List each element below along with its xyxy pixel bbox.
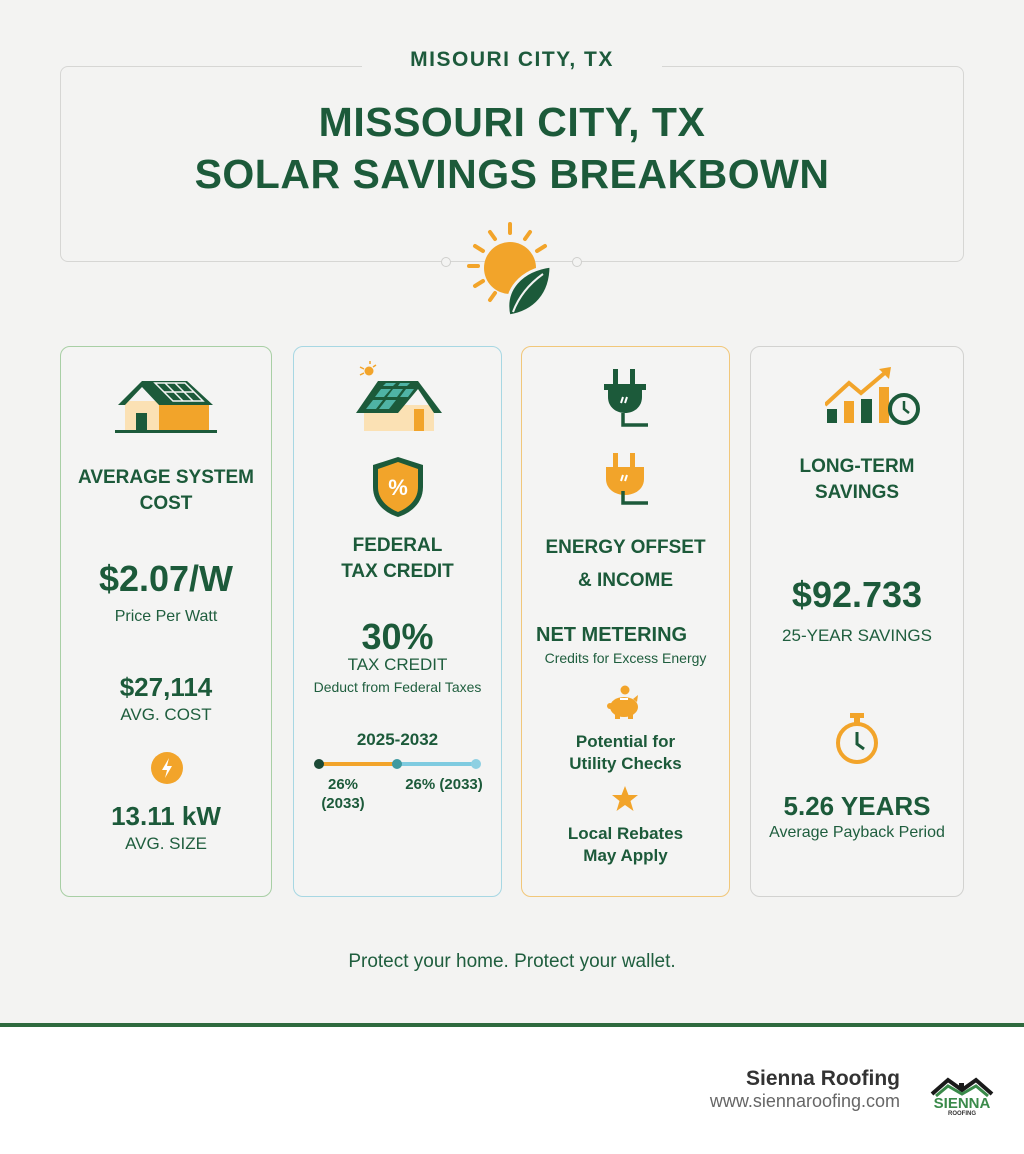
brand-name: Sienna Roofing [746,1067,900,1090]
tax-credit-subtext: Deduct from Federal Taxes [313,679,482,695]
tax-credit-timeline [314,759,479,769]
timeline-left-line-1: 26% [327,776,359,793]
timeline-dot-end [471,759,481,769]
timeline-label-left [308,775,378,813]
plug-orange-icon [604,453,650,509]
heading-line-2: & INCOME [578,570,673,591]
header-connector-dot-left [441,257,451,267]
heading-line-1: ENERGY OFFSET [545,537,706,558]
price-per-watt-value: $2.07/W [98,558,234,599]
net-metering-subtext: Credits for Excess Energy [544,650,707,666]
timeline-left-line-2: (2033) [321,795,365,812]
net-metering-heading: NET METERING [536,624,688,646]
sienna-roofing-logo [926,1072,998,1116]
percent-shield-icon [371,455,425,519]
tax-credit-value: 30% [361,616,434,657]
page-title [0,96,1024,200]
growth-chart-clock-icon [825,365,921,427]
timeline-title: 2025-2032 [356,730,439,749]
card-heading [61,465,271,517]
timeline-label-right: 26% (2033) [405,776,483,793]
card-heading [522,531,729,597]
utility-line-2: Utility Checks [569,754,682,773]
brand-url-link[interactable]: www.siennaroofing.com [709,1091,900,1111]
savings-value: $92.733 [791,574,923,615]
card-long-term-savings [750,346,964,897]
header-kicker: MISOURI CITY, TX [362,46,662,74]
heading-line-2: SAVINGS [814,482,900,503]
header-connector-dot-right [572,257,582,267]
heading-line-1: AVERAGE SYSTEM [78,467,254,488]
card-heading [294,533,501,585]
timeline-segment-1 [317,762,397,766]
rebates-line-2: May Apply [583,846,668,865]
price-per-watt-label: Price Per Watt [114,608,218,625]
local-rebates-text [522,823,729,867]
card-energy-offset-income [521,346,730,897]
avg-cost-value: $27,114 [119,672,213,702]
house-solar-panels-icon [356,361,442,433]
avg-cost-label: AVG. COST [120,705,212,724]
tax-credit-label: TAX CREDIT [347,655,448,674]
utility-line-1: Potential for [575,732,676,751]
plug-icon [604,369,650,429]
avg-size-label: AVG. SIZE [125,834,207,853]
rebates-line-1: Local Rebates [567,824,684,843]
tagline: Protect your home. Protect your wallet. [348,951,676,972]
house-solar-icon [115,377,219,433]
timeline-dot-mid [392,759,402,769]
card-heading [751,454,963,506]
title-line-1: MISSOURI CITY, TX [318,99,706,145]
sun-leaf-icon [463,220,559,320]
card-federal-tax-credit [293,346,502,897]
avg-size-value: 13.11 kW [111,801,221,831]
star-icon [611,785,639,813]
title-line-2: SOLAR SAVINGS BREAKBOWN [194,151,830,197]
lightning-icon [151,752,183,784]
svg-text:ROOFING: ROOFING [948,1111,976,1116]
utility-checks-text [522,731,729,775]
heading-line-2: COST [139,493,193,514]
timeline-segment-2 [397,762,475,766]
card-average-system-cost [60,346,272,897]
savings-label: 25-YEAR SAVINGS [782,626,932,645]
payback-value: 5.26 YEARS [783,791,931,821]
piggy-bank-icon [606,685,642,721]
svg-text:%: % [388,475,408,500]
stopwatch-icon [834,713,880,765]
payback-label: Average Payback Period [769,824,945,841]
heading-line-1: LONG-TERM [799,456,915,477]
svg-text:SIENNA: SIENNA [933,1095,991,1112]
heading-line-1: FEDERAL [352,535,443,556]
timeline-dot-start [314,759,324,769]
heading-line-2: TAX CREDIT [341,561,454,582]
